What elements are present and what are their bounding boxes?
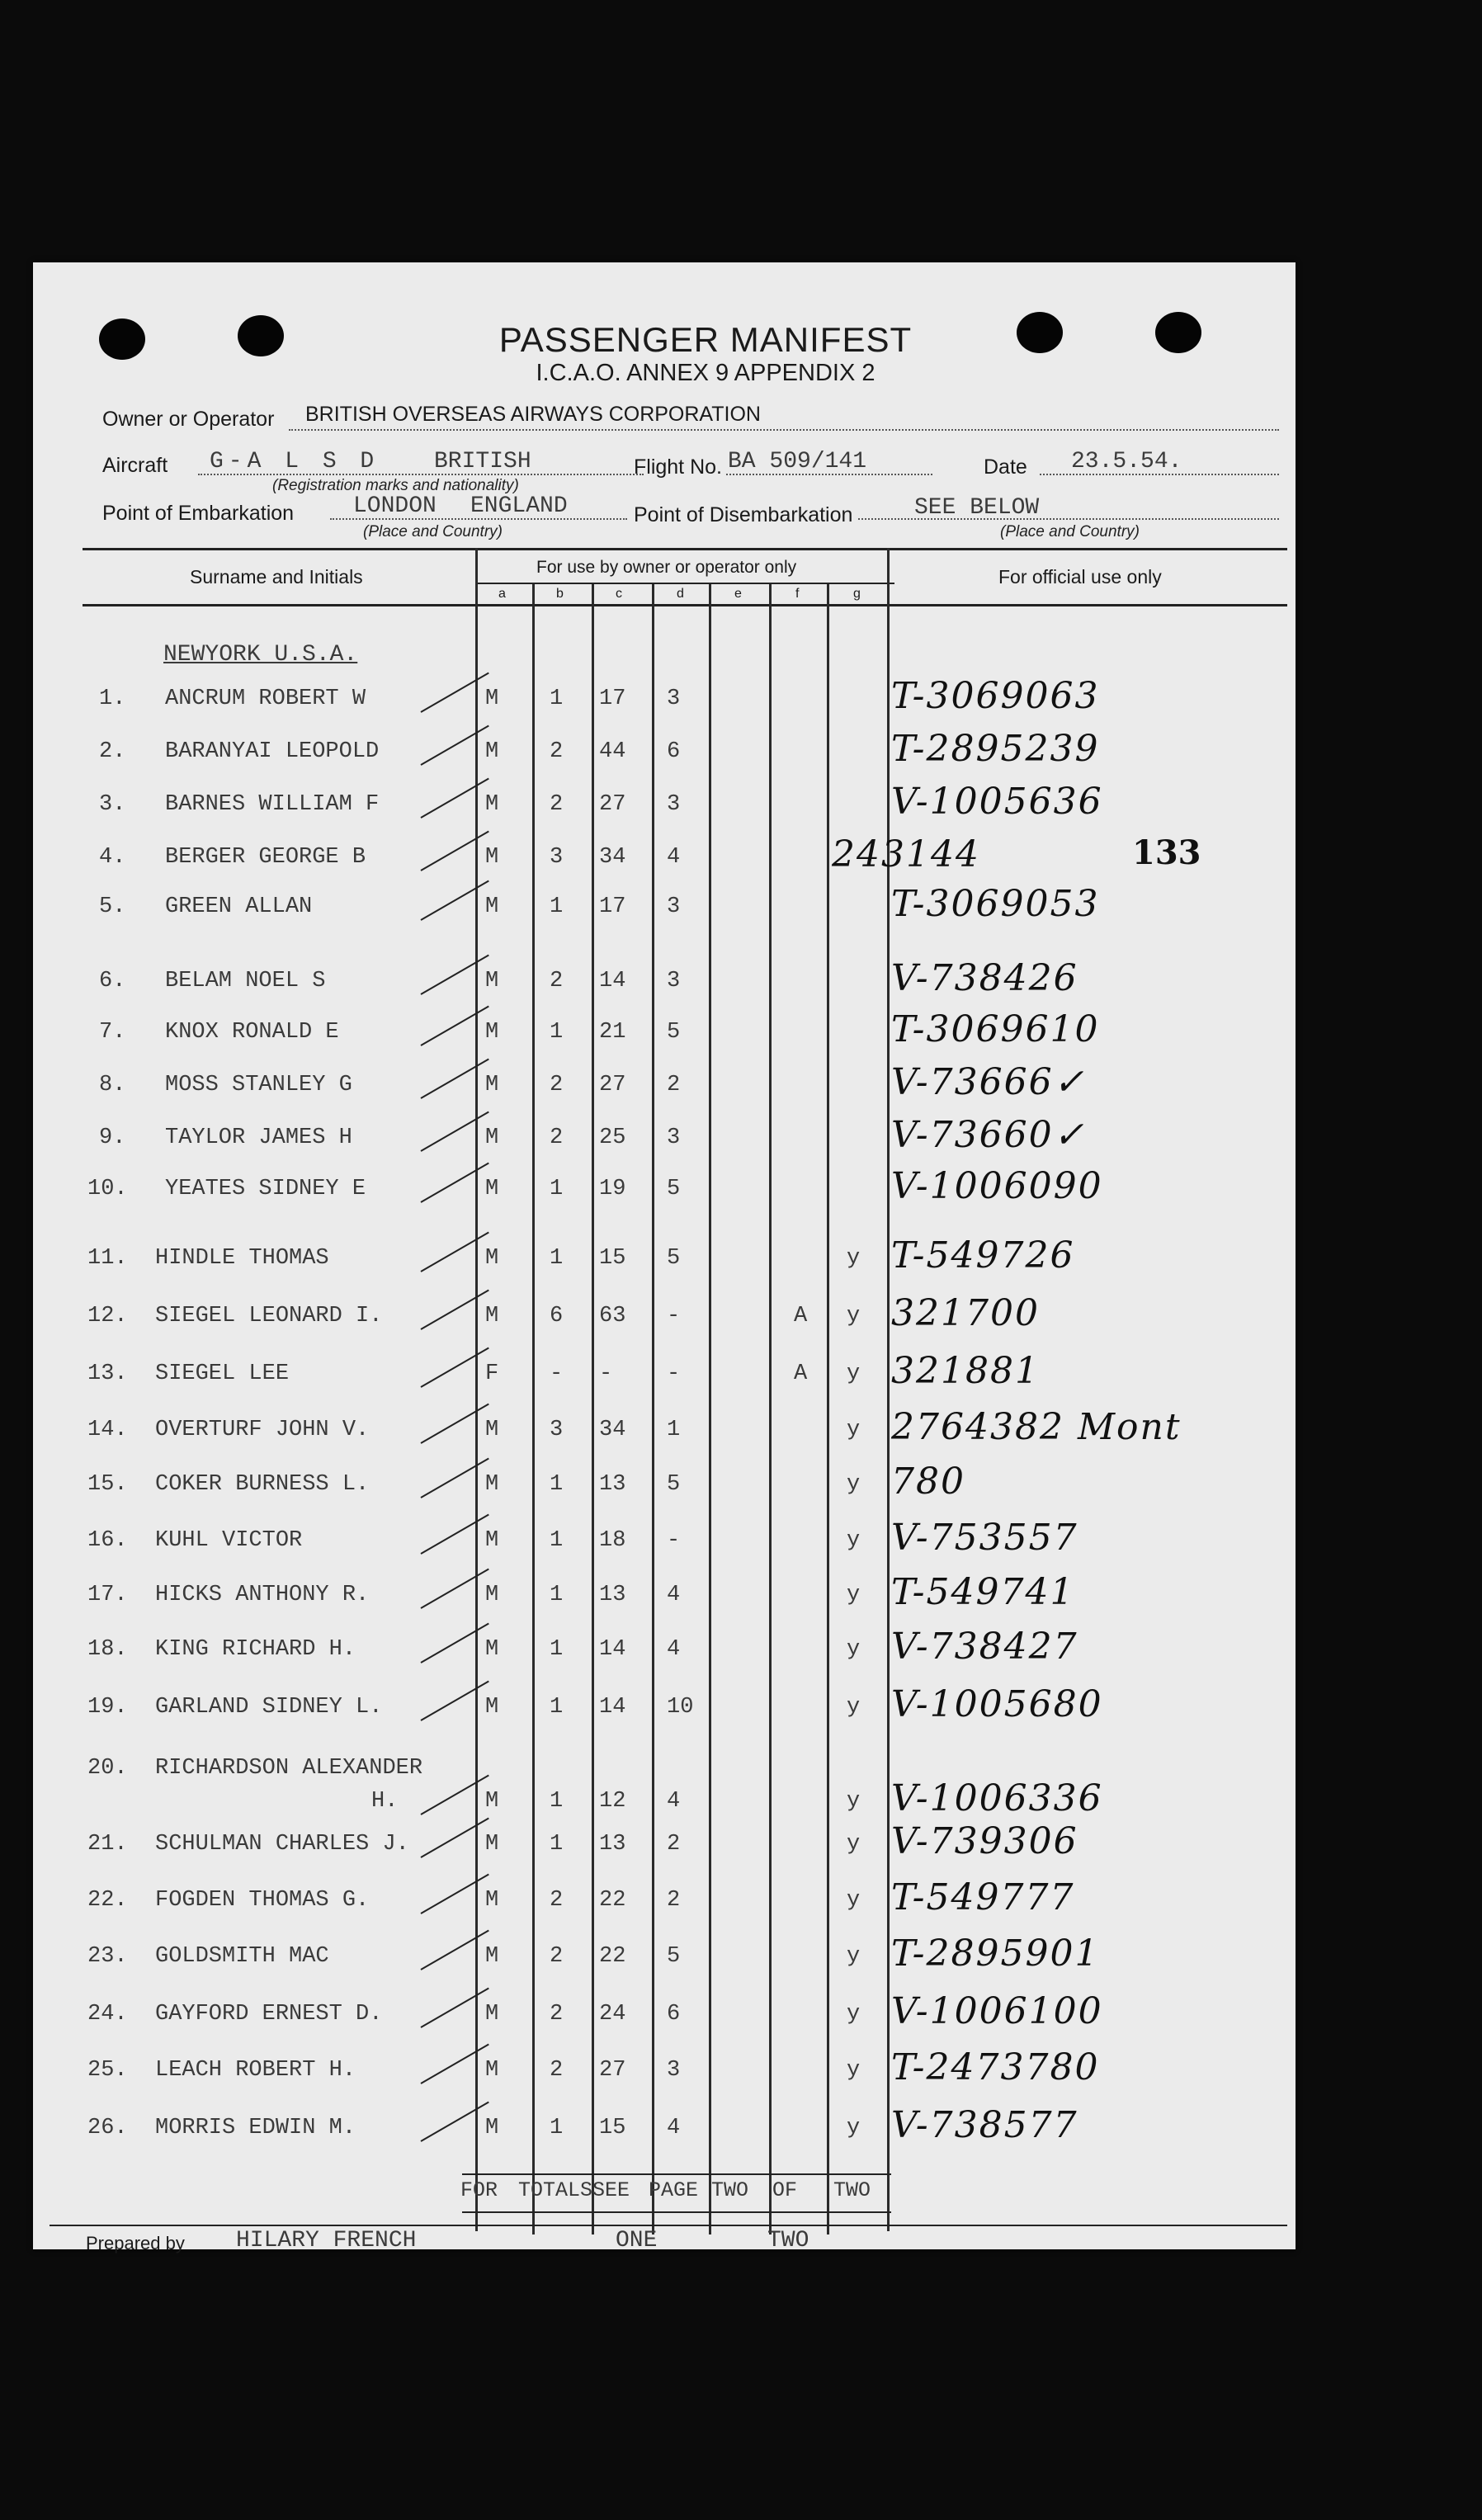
col-b-cell: 2 (550, 792, 564, 817)
aircraft-note: (Registration marks and nationality) (272, 477, 519, 494)
col-b-cell: 1 (550, 2116, 564, 2140)
owner-value: BRITISH OVERSEAS AIRWAYS CORPORATION (305, 403, 761, 426)
official-number: T-2895239 (891, 728, 1100, 770)
col-b-cell: 1 (550, 1832, 564, 1857)
col-g-cell: y (847, 1695, 861, 1720)
sex-cell: M (485, 687, 499, 711)
official-number: V-738427 (891, 1626, 1078, 1668)
col-c-cell: 14 (599, 969, 626, 993)
check-mark (421, 1458, 489, 1498)
col-c-cell: 24 (599, 2002, 626, 2027)
totals-rule (462, 2211, 891, 2213)
check-mark (421, 1111, 489, 1152)
sex-cell: M (485, 739, 499, 764)
col-c-cell: 13 (599, 1472, 626, 1497)
sex-cell: F (485, 1361, 499, 1386)
dotted-rule (289, 429, 1279, 431)
check-mark (421, 1569, 489, 1609)
column-header-operator: For use by owner or operator only (536, 558, 797, 577)
col-g-cell: y (847, 1418, 861, 1442)
row-number: 26. (87, 2116, 128, 2140)
disembarkation-label: Point of Disembarkation (634, 503, 853, 526)
col-b-cell: 2 (550, 2002, 564, 2027)
col-d-cell: 4 (667, 1637, 681, 1662)
date-value: 23.5.54. (1071, 449, 1182, 474)
row-number: 14. (87, 1418, 128, 1442)
dotted-rule (330, 518, 627, 520)
row-number: 1. (99, 687, 126, 711)
col-g-cell: y (847, 1789, 861, 1814)
col-d-cell: 5 (667, 1944, 681, 1969)
passenger-name: KNOX RONALD E (165, 1020, 339, 1045)
column-letter: d (677, 587, 684, 601)
col-c-cell: 63 (599, 1304, 626, 1328)
col-b-cell: 2 (550, 2058, 564, 2083)
disembarkation-value: SEE BELOW (914, 495, 1040, 521)
row-number: 12. (87, 1304, 128, 1328)
passenger-name: YEATES SIDNEY E (165, 1177, 366, 1201)
check-mark (421, 1404, 489, 1444)
sex-cell: M (485, 1126, 499, 1150)
check-mark (421, 880, 489, 921)
col-g-cell: y (847, 1888, 861, 1913)
official-number: V-73666✓ (891, 1061, 1086, 1103)
official-number: V-73660✓ (891, 1114, 1086, 1156)
operator-header-rule (475, 583, 894, 584)
official-number: T-2473780 (891, 2046, 1100, 2088)
col-c-cell: 14 (599, 1637, 626, 1662)
col-d-cell: 5 (667, 1472, 681, 1497)
totals-word: TOTALS (518, 2178, 593, 2202)
totals-rule (462, 2173, 891, 2175)
passenger-name: BARNES WILLIAM F (165, 792, 380, 817)
col-g-cell: y (847, 1637, 861, 1662)
official-number: T-549726 (891, 1234, 1075, 1277)
col-c-cell: 15 (599, 2116, 626, 2140)
check-mark (421, 2044, 489, 2084)
page-stamp: 133 (1132, 833, 1201, 872)
row-number: 9. (99, 1126, 126, 1150)
col-c-cell: 27 (599, 1073, 626, 1097)
dotted-rule (726, 474, 932, 475)
passenger-name: BARANYAI LEOPOLD (165, 739, 380, 764)
passenger-name: TAYLOR JAMES H (165, 1126, 352, 1150)
col-d-cell: 2 (667, 1888, 681, 1913)
col-d-cell: 5 (667, 1020, 681, 1045)
destination-heading: NEWYORK U.S.A. (163, 642, 358, 668)
column-letter: c (616, 587, 622, 601)
check-mark (421, 1775, 489, 1815)
col-c-cell: - (599, 1361, 613, 1386)
col-d-cell: 3 (667, 1126, 681, 1150)
passenger-name: HINDLE THOMAS (155, 1246, 329, 1271)
passenger-name: GREEN ALLAN (165, 894, 313, 919)
col-c-cell: 14 (599, 1695, 626, 1720)
col-b-cell: 2 (550, 1888, 564, 1913)
official-number: V-1006336 (891, 1777, 1103, 1819)
column-letter: f (795, 587, 800, 601)
col-d-cell: 4 (667, 1583, 681, 1607)
row-number: 16. (87, 1528, 128, 1553)
sex-cell: M (485, 2116, 499, 2140)
col-b-cell: 3 (550, 1418, 564, 1442)
row-number: 21. (87, 1832, 128, 1857)
col-d-cell: 1 (667, 1418, 681, 1442)
column-letter: e (734, 587, 742, 601)
column-rule (475, 548, 478, 2231)
row-number: 18. (87, 1637, 128, 1662)
row-number: 6. (99, 969, 126, 993)
official-number: V-738426 (891, 957, 1078, 999)
official-number: 243144 (832, 833, 980, 875)
sex-cell: M (485, 1304, 499, 1328)
column-rule (592, 584, 594, 2234)
page-total: TWO (767, 2228, 809, 2253)
col-b-cell: 1 (550, 1583, 564, 1607)
col-b-cell: 2 (550, 739, 564, 764)
passenger-name: KING RICHARD H. (155, 1637, 356, 1662)
row-number: 8. (99, 1073, 126, 1097)
manifest-sheet (33, 262, 1296, 2253)
row-number: 4. (99, 845, 126, 870)
row-number: 15. (87, 1472, 128, 1497)
column-rule (532, 584, 535, 2234)
col-c-cell: 15 (599, 1246, 626, 1271)
col-c-cell: 19 (599, 1177, 626, 1201)
passenger-name: BERGER GEORGE B (165, 845, 366, 870)
passenger-name: GAYFORD ERNEST D. (155, 2002, 383, 2027)
passenger-name: KUHL VICTOR (155, 1528, 303, 1553)
col-g-cell: y (847, 1944, 861, 1969)
row-number: 17. (87, 1583, 128, 1607)
totals-word: OF (772, 2178, 798, 2202)
check-mark (421, 672, 489, 713)
sex-cell: M (485, 1418, 499, 1442)
row-number: 19. (87, 1695, 128, 1720)
owner-label: Owner or Operator (102, 408, 275, 431)
col-c-cell: 17 (599, 687, 626, 711)
col-g-cell: y (847, 1304, 861, 1328)
col-d-cell: 2 (667, 1832, 681, 1857)
col-d-cell: 5 (667, 1177, 681, 1201)
col-g-cell: y (847, 2002, 861, 2027)
passenger-name-continued: H. (371, 1789, 399, 1814)
passenger-name: MOSS STANLEY G (165, 1073, 352, 1097)
col-d-cell: - (667, 1528, 681, 1553)
column-letter: b (556, 587, 564, 601)
passenger-name: LEACH ROBERT H. (155, 2058, 356, 2083)
table-top-rule (83, 548, 1287, 550)
check-mark (421, 831, 489, 871)
col-f-cell: A (794, 1361, 808, 1386)
dotted-rule (198, 474, 644, 475)
check-mark (421, 1163, 489, 1203)
date-label: Date (984, 455, 1027, 479)
table-bottom-rule (50, 2225, 1287, 2226)
official-number: 321700 (891, 1292, 1040, 1334)
official-number: T-2895901 (891, 1932, 1100, 1975)
document-title: PASSENGER MANIFEST (498, 320, 913, 359)
col-b-cell: 1 (550, 1695, 564, 1720)
flight-number: BA 509/141 (728, 449, 867, 474)
sex-cell: M (485, 894, 499, 919)
col-b-cell: 1 (550, 1637, 564, 1662)
check-mark (421, 1930, 489, 1970)
official-number: V-1005680 (891, 1683, 1103, 1725)
sex-cell: M (485, 969, 499, 993)
sex-cell: M (485, 1637, 499, 1662)
dotted-rule (858, 518, 1279, 520)
col-b-cell: 6 (550, 1304, 564, 1328)
col-c-cell: 21 (599, 1020, 626, 1045)
col-b-cell: 1 (550, 687, 564, 711)
row-number: 13. (87, 1361, 128, 1386)
col-c-cell: 13 (599, 1583, 626, 1607)
col-d-cell: 6 (667, 739, 681, 764)
col-g-cell: y (847, 2058, 861, 2083)
document-subtitle: I.C.A.O. ANNEX 9 APPENDIX 2 (536, 360, 876, 386)
column-letter: a (498, 587, 506, 601)
sex-cell: M (485, 1073, 499, 1097)
col-d-cell: 3 (667, 687, 681, 711)
column-header-official: For official use only (998, 566, 1162, 588)
embarkation-country: ENGLAND (470, 493, 568, 519)
check-mark (421, 1874, 489, 1914)
column-rule (652, 584, 654, 2234)
passenger-name: RICHARDSON ALEXANDER (155, 1756, 423, 1781)
col-d-cell: 3 (667, 894, 681, 919)
flight-label: Flight No. (634, 455, 722, 479)
check-mark (421, 1623, 489, 1663)
totals-word: PAGE (649, 2178, 699, 2202)
col-g-cell: y (847, 1472, 861, 1497)
row-number: 25. (87, 2058, 128, 2083)
passenger-name: MORRIS EDWIN M. (155, 2116, 356, 2140)
aircraft-registration: G-A L S D (210, 449, 380, 474)
col-g-cell: y (847, 2116, 861, 2140)
col-b-cell: 1 (550, 1020, 564, 1045)
col-d-cell: 4 (667, 1789, 681, 1814)
check-mark (421, 1347, 489, 1388)
col-d-cell: 10 (667, 1695, 694, 1720)
sex-cell: M (485, 1789, 499, 1814)
sex-cell: M (485, 1528, 499, 1553)
sex-cell: M (485, 1888, 499, 1913)
passenger-name: COKER BURNESS L. (155, 1472, 370, 1497)
col-b-cell: 1 (550, 894, 564, 919)
col-c-cell: 22 (599, 1944, 626, 1969)
totals-word: SEE (592, 2178, 630, 2202)
sex-cell: M (485, 1583, 499, 1607)
col-c-cell: 22 (599, 1888, 626, 1913)
sex-cell: M (485, 1695, 499, 1720)
check-mark (421, 1290, 489, 1330)
totals-word: TWO (833, 2178, 871, 2202)
check-mark (421, 778, 489, 819)
col-c-cell: 18 (599, 1528, 626, 1553)
embarkation-note: (Place and Country) (363, 523, 503, 540)
passenger-name: BELAM NOEL S (165, 969, 326, 993)
row-number: 24. (87, 2002, 128, 2027)
passenger-name: OVERTURF JOHN V. (155, 1418, 370, 1442)
col-d-cell: - (667, 1361, 681, 1386)
totals-word: FOR (460, 2178, 498, 2202)
official-number: T-549777 (891, 1876, 1075, 1918)
official-number: T-549741 (891, 1571, 1075, 1613)
col-c-cell: 34 (599, 1418, 626, 1442)
col-d-cell: 5 (667, 1246, 681, 1271)
row-number: 10. (87, 1177, 128, 1201)
passenger-name: ANCRUM ROBERT W (165, 687, 366, 711)
col-f-cell: A (794, 1304, 808, 1328)
passenger-name: GARLAND SIDNEY L. (155, 1695, 383, 1720)
official-number: 780 (891, 1461, 965, 1503)
totals-word: TWO (711, 2178, 749, 2202)
col-b-cell: - (550, 1361, 564, 1386)
col-b-cell: 1 (550, 1177, 564, 1201)
col-d-cell: 6 (667, 2002, 681, 2027)
col-c-cell: 44 (599, 739, 626, 764)
official-number: V-753557 (891, 1517, 1078, 1559)
disembarkation-note: (Place and Country) (1000, 523, 1140, 540)
col-b-cell: 2 (550, 1944, 564, 1969)
sex-cell: M (485, 1832, 499, 1857)
official-number: V-1005636 (891, 781, 1103, 823)
check-mark (421, 1818, 489, 1858)
column-rule (827, 584, 829, 2234)
official-number: V-1006090 (891, 1165, 1103, 1207)
col-c-cell: 12 (599, 1789, 626, 1814)
official-number: 321881 (891, 1350, 1040, 1392)
aircraft-nationality: BRITISH (434, 449, 531, 474)
row-number: 20. (87, 1756, 128, 1781)
col-b-cell: 1 (550, 1246, 564, 1271)
col-b-cell: 1 (550, 1528, 564, 1553)
table-header-rule (83, 604, 1287, 606)
sex-cell: M (485, 792, 499, 817)
col-g-cell: y (847, 1246, 861, 1271)
passenger-name: GOLDSMITH MAC (155, 1944, 329, 1969)
col-c-cell: 27 (599, 2058, 626, 2083)
col-c-cell: 25 (599, 1126, 626, 1150)
sex-cell: M (485, 845, 499, 870)
official-number: V-739306 (891, 1820, 1078, 1862)
check-mark (421, 1681, 489, 1721)
col-d-cell: 4 (667, 845, 681, 870)
check-mark (421, 1232, 489, 1272)
passenger-name: SIEGEL LEONARD I. (155, 1304, 383, 1328)
sex-cell: M (485, 1472, 499, 1497)
check-mark (421, 725, 489, 766)
sex-cell: M (485, 2058, 499, 2083)
row-number: 7. (99, 1020, 126, 1045)
sex-cell: M (485, 1177, 499, 1201)
col-d-cell: 4 (667, 2116, 681, 2140)
col-g-cell: y (847, 1528, 861, 1553)
page-number: ONE (616, 2228, 658, 2253)
column-rule (887, 548, 890, 2231)
check-mark (421, 1988, 489, 2028)
col-d-cell: - (667, 1304, 681, 1328)
col-d-cell: 3 (667, 2058, 681, 2083)
row-number: 2. (99, 739, 126, 764)
sex-cell: M (485, 1944, 499, 1969)
aircraft-label: Aircraft (102, 454, 168, 477)
column-rule (709, 584, 711, 2234)
passenger-name: FOGDEN THOMAS G. (155, 1888, 370, 1913)
official-number: T-3069053 (891, 883, 1100, 925)
embarkation-city: LONDON (353, 493, 437, 519)
embarkation-label: Point of Embarkation (102, 502, 295, 525)
prepared-by-value: HILARY FRENCH (236, 2228, 417, 2253)
sex-cell: M (485, 1020, 499, 1045)
official-number: T-3069063 (891, 675, 1100, 717)
dotted-rule (1040, 474, 1279, 475)
col-b-cell: 2 (550, 969, 564, 993)
col-d-cell: 3 (667, 792, 681, 817)
row-number: 3. (99, 792, 126, 817)
col-g-cell: y (847, 1361, 861, 1386)
col-c-cell: 13 (599, 1832, 626, 1857)
col-d-cell: 3 (667, 969, 681, 993)
col-g-cell: y (847, 1583, 861, 1607)
check-mark (421, 1514, 489, 1555)
col-c-cell: 27 (599, 792, 626, 817)
col-g-cell: y (847, 1832, 861, 1857)
official-number: V-738577 (891, 2104, 1078, 2146)
column-rule (769, 584, 772, 2234)
check-mark (421, 1059, 489, 1099)
official-number: 2764382 Mont (891, 1406, 1182, 1448)
col-b-cell: 1 (550, 1472, 564, 1497)
col-b-cell: 3 (550, 845, 564, 870)
passenger-name: HICKS ANTHONY R. (155, 1583, 370, 1607)
row-number: 23. (87, 1944, 128, 1969)
row-number: 22. (87, 1888, 128, 1913)
row-number: 11. (87, 1246, 128, 1271)
check-mark (421, 955, 489, 995)
col-d-cell: 2 (667, 1073, 681, 1097)
check-mark (421, 1006, 489, 1046)
passenger-name: SCHULMAN CHARLES J. (155, 1832, 409, 1857)
column-header-name: Surname and Initials (190, 566, 363, 588)
official-number: T-3069610 (891, 1008, 1100, 1050)
check-mark (421, 2102, 489, 2142)
col-b-cell: 1 (550, 1789, 564, 1814)
row-number: 5. (99, 894, 126, 919)
official-number: V-1006100 (891, 1990, 1103, 2032)
col-b-cell: 2 (550, 1126, 564, 1150)
col-c-cell: 34 (599, 845, 626, 870)
col-c-cell: 17 (599, 894, 626, 919)
sex-cell: M (485, 2002, 499, 2027)
column-letter: g (853, 587, 861, 601)
sex-cell: M (485, 1246, 499, 1271)
col-b-cell: 2 (550, 1073, 564, 1097)
passenger-name: SIEGEL LEE (155, 1361, 290, 1386)
prepared-by-label: Prepared by (86, 2233, 185, 2253)
